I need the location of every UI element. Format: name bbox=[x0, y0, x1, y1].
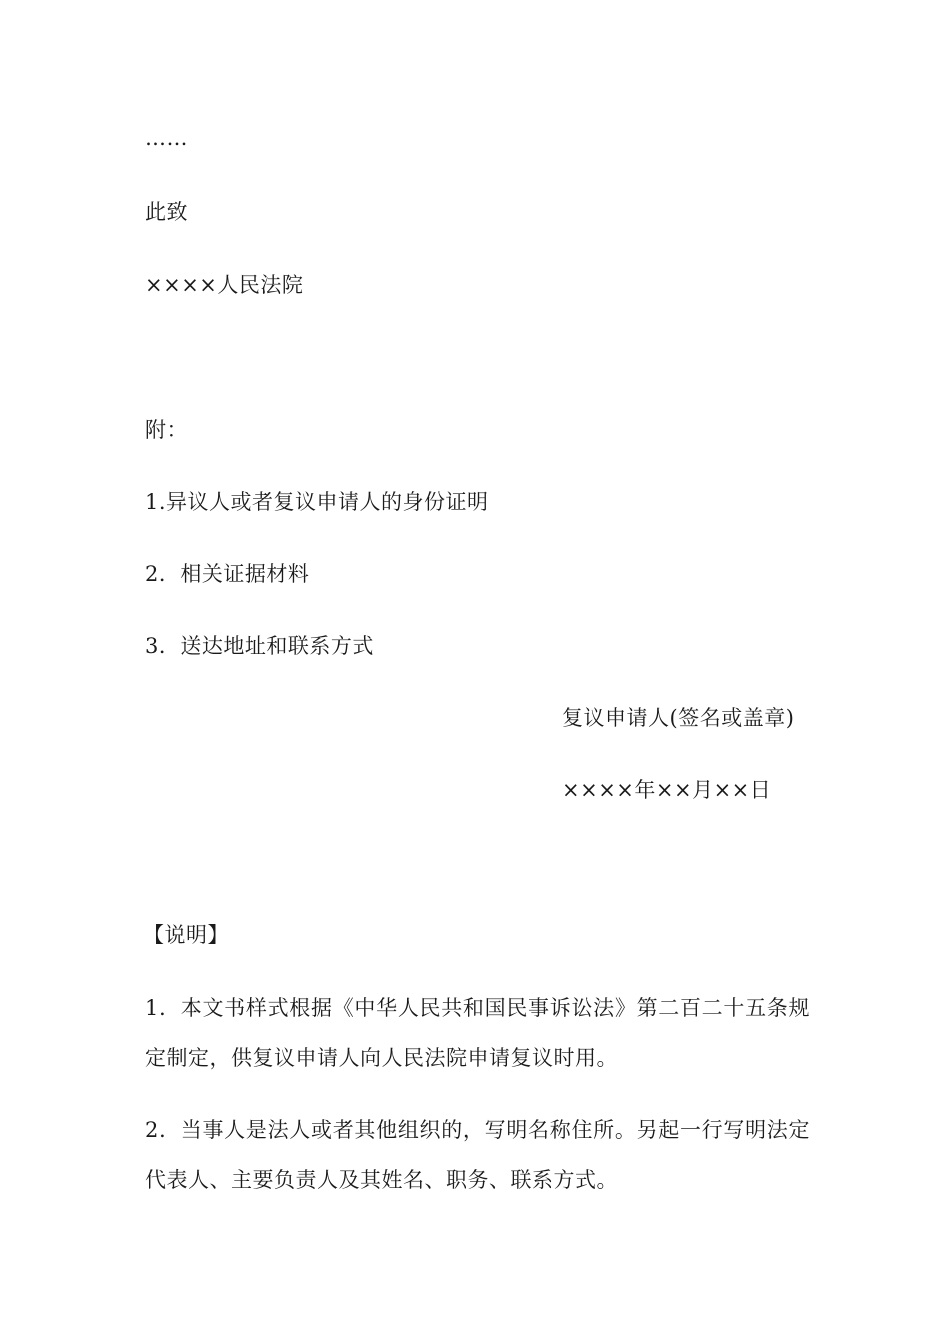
note-paragraph: 1．本文书样式根据《中华人民共和国民事诉讼法》第二百二十五条规定制定，供复议申请人向人民法院申请复议时用。 bbox=[145, 996, 810, 1070]
ellipsis-text: …… bbox=[145, 126, 188, 150]
court-name: ××××人民法院 bbox=[145, 273, 304, 297]
notes-heading: 【说明】 bbox=[143, 923, 229, 947]
salutation-text: 此致 bbox=[145, 200, 188, 224]
attachment-item: 2．相关证据材料 bbox=[145, 562, 310, 586]
attachment-item: 3．送达地址和联系方式 bbox=[145, 634, 374, 658]
attachment-item: 1.异议人或者复议申请人的身份证明 bbox=[145, 490, 489, 514]
signature-applicant: 复议申请人(签名或盖章) bbox=[562, 706, 795, 730]
signature-date: ××××年××月××日 bbox=[562, 778, 772, 802]
note-paragraph: 2．当事人是法人或者其他组织的，写明名称住所。另起一行写明法定代表人、主要负责人及其姓名、职务、联系方式。 bbox=[145, 1118, 810, 1192]
attachments-heading: 附： bbox=[145, 418, 188, 442]
